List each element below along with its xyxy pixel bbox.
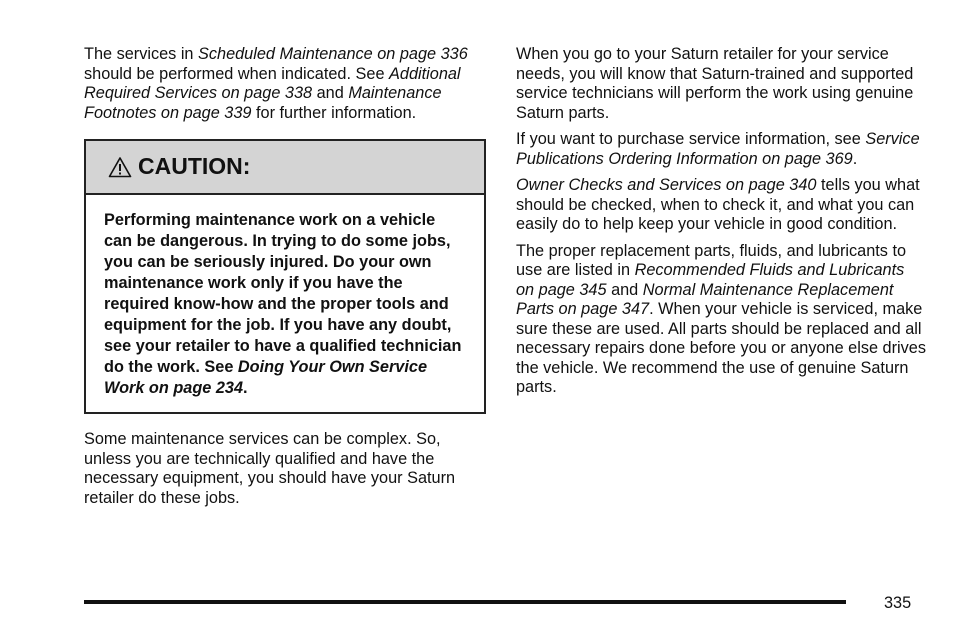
right-column <box>516 45 926 398</box>
owner-checks-ref: Owner Checks and Services on page 340 <box>516 176 817 194</box>
normal-replacement-parts-ref: Normal Maintenance Replacement Parts on page 347 <box>516 280 894 318</box>
service-info-end: . <box>852 149 858 168</box>
replacement-parts-paragraph <box>516 242 926 398</box>
owner-checks-text: tells you what should be checked, when to check it, and what you can easily do to help keep your vehicle in good condition. <box>516 176 920 233</box>
recommended-fluids-ref: Recommended Fluids and Lubricants on page 345 <box>516 261 905 299</box>
left-column <box>84 45 486 508</box>
caution-header <box>86 141 484 195</box>
caution-box <box>84 139 486 414</box>
page-number: 335 <box>884 594 912 612</box>
replacement-parts-text-1: The proper replacement parts, fluids, and lubricants to use are listed in <box>516 241 907 279</box>
retailer-paragraph: When you go to your Saturn retailer for your service needs, you will know that Saturn-trained and supported service technicians will perform the work using genuine Saturn parts. <box>516 45 914 122</box>
intro-text-2: should be performed when indicated. See <box>84 64 390 83</box>
service-info-paragraph <box>516 130 926 169</box>
replacement-parts-text-2: and <box>606 280 643 299</box>
maintenance-footnotes-ref: Maintenance Footnotes on page 339 <box>84 84 442 122</box>
service-info-text: If you want to purchase service information, see <box>516 130 866 148</box>
owner-checks-paragraph <box>516 176 926 235</box>
caution-text: Performing maintenance work on a vehicle can be dangerous. In trying to do some jobs, you can be seriously injured. Do your own maintenance work only if you have the required know-how and the proper tools and equipment for the job. If you have any doubt, see your retailer to have a qualified technician do the work. See <box>104 211 462 376</box>
intro-text-3: and <box>312 84 349 102</box>
replacement-parts-text-3: . When your vehicle is serviced, make sure these are used. All parts should be replaced and all necessary repairs done before you or anyone else drives the vehicle. We recommend the use of genuine Saturn parts. <box>516 300 926 396</box>
own-service-work-ref: Doing Your Own Service Work on page 234 <box>104 358 427 397</box>
service-publications-ref: Service Publications Ordering Information on page 369 <box>516 130 920 168</box>
caution-end: . <box>243 379 248 397</box>
footer-rule <box>84 600 846 604</box>
intro-paragraph <box>84 45 486 123</box>
warning-triangle-icon <box>108 156 132 178</box>
intro-text-4: for further information. <box>251 103 417 122</box>
complex-services-paragraph: Some maintenance services can be complex. So, unless you are technically qualified and have the necessary equipment, you should have your Saturn retailer do these jobs. <box>84 430 456 507</box>
additional-services-ref: Additional Required Services on page 338 <box>84 64 461 102</box>
caution-body <box>86 195 484 412</box>
intro-text-1: The services in <box>84 45 199 63</box>
scheduled-maintenance-ref: Scheduled Maintenance on page 336 <box>198 45 468 63</box>
caution-title: CAUTION: <box>138 153 251 180</box>
